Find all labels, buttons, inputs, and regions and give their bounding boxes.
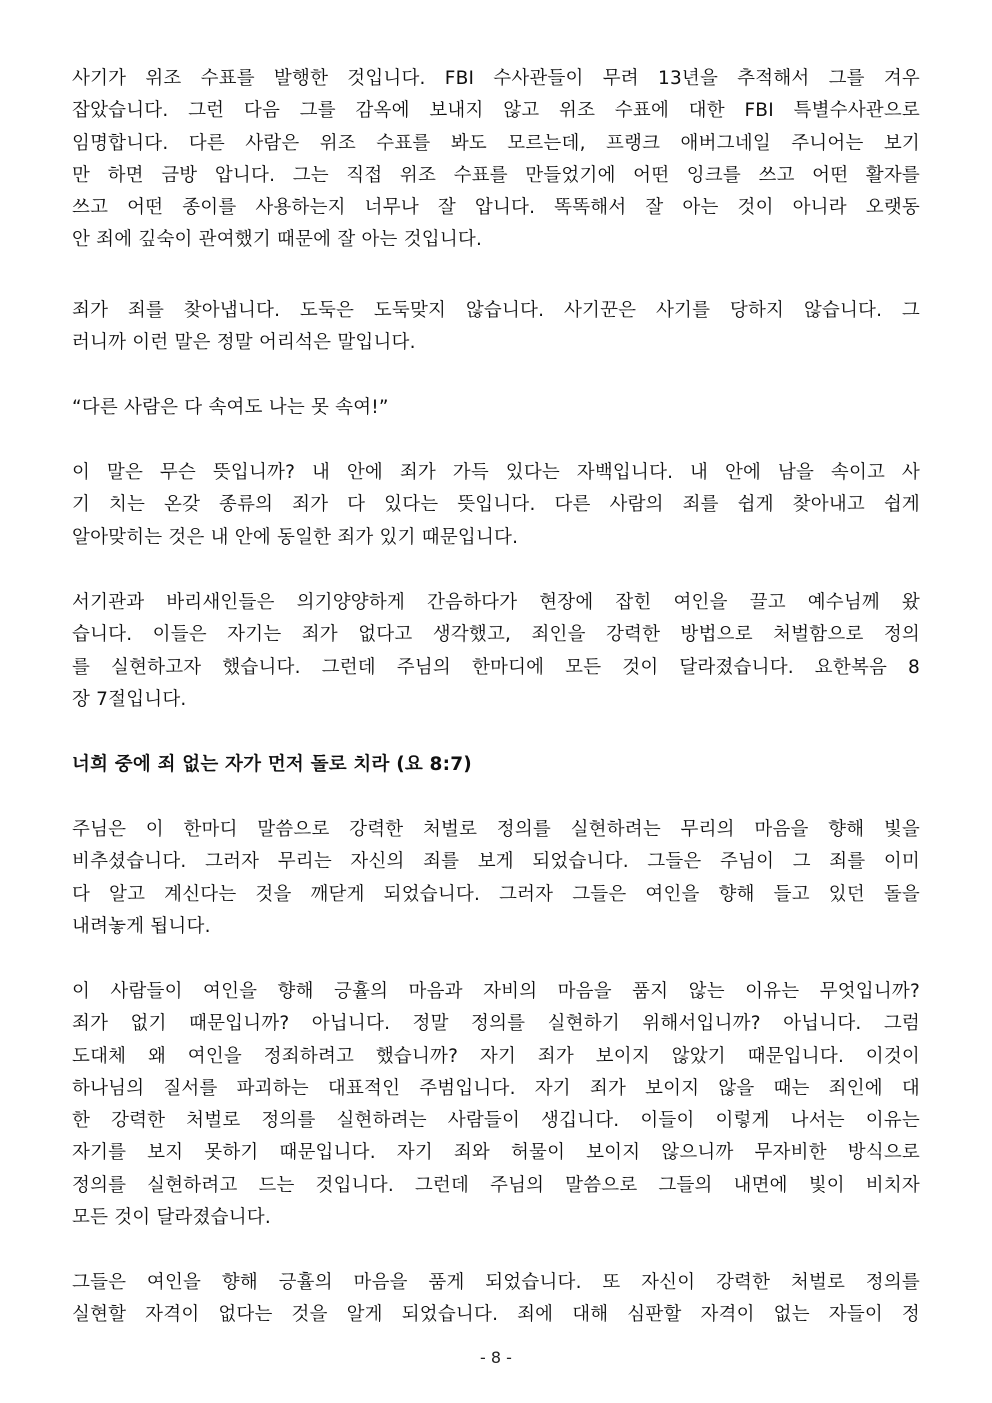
text-line: 내려놓게 됩니다. xyxy=(72,915,211,937)
quote-line: “다른 사람은 다 속여도 나는 못 속여!” xyxy=(72,397,389,418)
text-line: 이 말은 무슨 뜻입니까? 내 안에 죄가 가득 있다는 자백입니다. 내 안에 남을 속이고 사 xyxy=(72,462,920,483)
text-line: 잡았습니다. 그런 다음 그를 감옥에 보내지 않고 위조 수표에 대한 FBI 특별수사관으로 xyxy=(72,100,920,122)
text-line: 자기를 보지 못하기 때문입니다. 자기 죄와 허물이 보이지 않으니까 무자비한 방식으로 xyxy=(72,1142,920,1164)
text-line: 이 사람들이 여인을 향해 긍휼의 마음과 자비의 마음을 품지 않는 이유는 무엇입니까? xyxy=(72,981,920,1002)
text-line: 다 알고 계신다는 것을 깨닫게 되었습니다. 그러자 그들은 여인을 향해 들고 있던 돌을 xyxy=(72,883,920,905)
paragraph-why xyxy=(72,976,920,1234)
text-line: 장 7절입니다. xyxy=(72,688,187,710)
paragraph-sin-finds-sin xyxy=(72,295,920,360)
text-line: 를 실현하고자 했습니다. 그런데 주님의 한마디에 모든 것이 달라졌습니다. 요한복음 8 xyxy=(72,656,920,678)
text-line: 도대체 왜 여인을 정죄하려고 했습니까? 자기 죄가 보이지 않았기 때문입니다. 이것이 xyxy=(72,1045,920,1067)
text-line: 그들은 여인을 향해 긍휼의 마음을 품게 되었습니다. 또 자신이 강력한 처벌로 정의를 xyxy=(72,1272,920,1293)
paragraph-pharisees xyxy=(72,587,920,716)
scripture-verse: 너희 중에 죄 없는 자가 먼저 돌로 치라 (요 8:7) xyxy=(72,754,472,775)
scripture-heading xyxy=(72,749,920,781)
text-line: 임명합니다. 다른 사람은 위조 수표를 봐도 모르는데, 프랭크 애버그네일 주니어는 보기 xyxy=(72,132,920,154)
text-line: 실현할 자격이 없다는 것을 알게 되었습니다. 죄에 대해 심판할 자격이 없는 자들이 정 xyxy=(72,1304,920,1326)
text-line: 하나님의 질서를 파괴하는 대표적인 주범입니다. 자기 죄가 보이지 않을 때는 죄인에 대 xyxy=(72,1077,920,1099)
paragraph-light xyxy=(72,814,920,943)
text-line: 만 하면 금방 압니다. 그는 직접 위조 수표를 만들었기에 어떤 잉크를 쓰고 어떤 활자를 xyxy=(72,164,920,186)
text-line: 안 죄에 깊숙이 관여했기 때문에 잘 아는 것입니다. xyxy=(72,229,483,251)
text-line: 모든 것이 달라졌습니다. xyxy=(72,1207,271,1229)
text-line: 러니까 이런 말은 정말 어리석은 말입니다. xyxy=(72,332,416,354)
text-line: 서기관과 바리새인들은 의기양양하게 간음하다가 현장에 잡힌 여인을 끌고 예수님께 왔 xyxy=(72,592,920,613)
text-line: 쓰고 어떤 종이를 사용하는지 너무나 잘 압니다. 똑똑해서 잘 아는 것이 아니라 오랫동 xyxy=(72,197,920,219)
page-number: - 8 - xyxy=(480,1348,512,1367)
text-line: 습니다. 이들은 자기는 죄가 없다고 생각했고, 죄인을 강력한 방법으로 처벌함으로 정의 xyxy=(72,624,920,646)
paragraph-compassion xyxy=(72,1267,920,1332)
text-line: 정의를 실현하려고 드는 것입니다. 그런데 주님의 말씀으로 그들의 내면에 빛이 비치자 xyxy=(72,1174,920,1196)
paragraph-quote xyxy=(72,392,920,424)
text-line: 주님은 이 한마디 말씀으로 강력한 처벌로 정의를 실현하려는 무리의 마음을 향해 빛을 xyxy=(72,819,920,840)
text-line: 죄가 없기 때문입니까? 아닙니다. 정말 정의를 실현하기 위해서입니까? 아닙니다. 그럼 xyxy=(72,1013,920,1035)
text-line: 한 강력한 처벌로 정의를 실현하려는 사람들이 생깁니다. 이들이 이렇게 나서는 이유는 xyxy=(72,1110,920,1132)
paragraph-frank-abagnale xyxy=(72,63,920,257)
text-line: 기 치는 온갖 종류의 죄가 다 있다는 뜻입니다. 다른 사람의 죄를 쉽게 찾아내고 쉽게 xyxy=(72,494,920,516)
text-line: 죄가 죄를 찾아냅니다. 도둑은 도둑맞지 않습니다. 사기꾼은 사기를 당하지 않습니다. 그 xyxy=(72,300,920,321)
text-line: 알아맞히는 것은 내 안에 동일한 죄가 있기 때문입니다. xyxy=(72,526,519,548)
text-line: 사기가 위조 수표를 발행한 것입니다. FBI 수사관들이 무려 13년을 추적해서 그를 겨우 xyxy=(72,68,920,89)
text-line: 비추셨습니다. 그러자 무리는 자신의 죄를 보게 되었습니다. 그들은 주님이 그 죄를 이미 xyxy=(72,851,920,873)
paragraph-confession xyxy=(72,457,920,554)
